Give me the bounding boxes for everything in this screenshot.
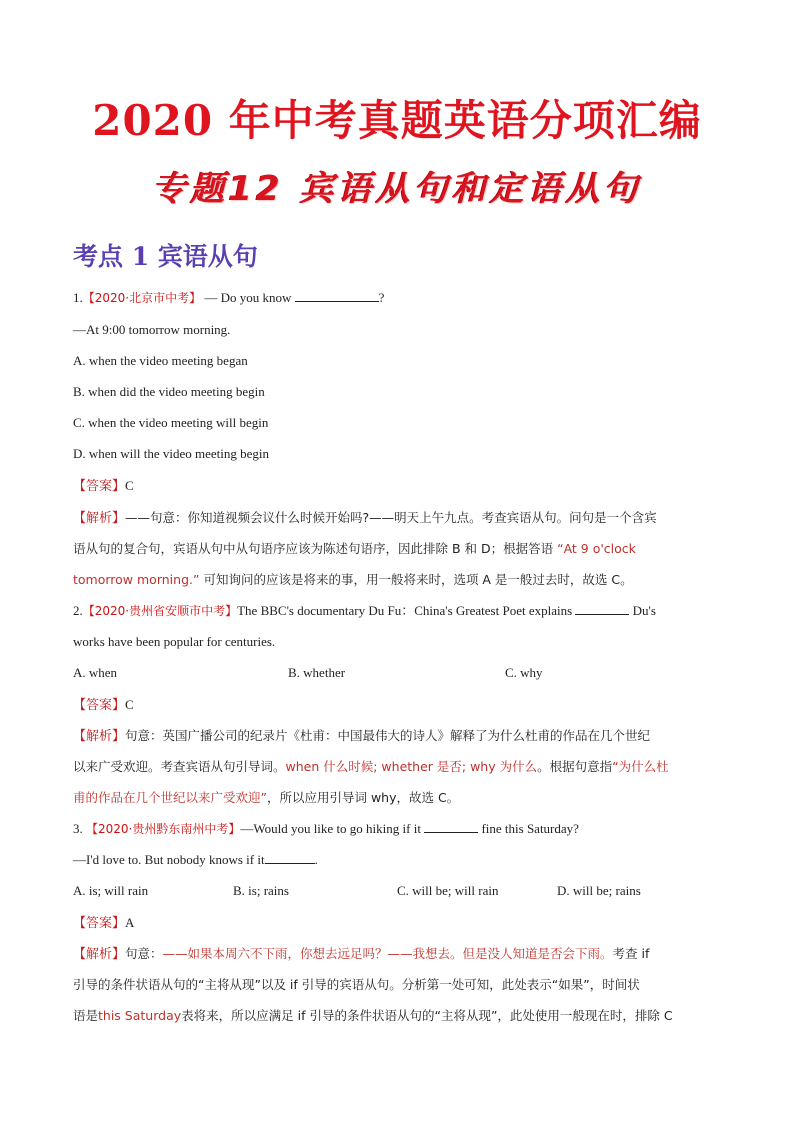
q3-analysis-line3 (73, 1007, 673, 1024)
q1-answer (73, 477, 134, 495)
q3-reply-text: —I'd love to. But nobody knows if it (73, 852, 265, 867)
analysis-quote: when 什么时候; whether 是否; why 为什么 (285, 759, 538, 774)
q3-stem-text: —Would you like to go hiking if it (240, 821, 421, 836)
q1-option-a: A. when the video meeting began (73, 353, 248, 368)
q3-reply (73, 851, 318, 868)
q3-option-b: B. is; rains (233, 883, 289, 898)
q2-analysis-line3 (73, 789, 459, 806)
q3-blank-2 (265, 851, 315, 864)
q3-reply-end: . (314, 852, 318, 867)
q1-stem (73, 289, 384, 307)
analysis-quote: ——如果本周六不下雨，你想去远足吗？——我想去。但是没人知道是否会下雨。 (162, 946, 613, 961)
analysis-quote: “为什么杜 (612, 759, 669, 774)
q3-analysis-line2: 引导的条件状语从句的“主将从现”以及 if 引导的宾语从句。分析第一处可知，此处表示“如果”，时间状 (73, 977, 640, 992)
q2-option-c: C. why (505, 665, 543, 680)
q2-answer (73, 696, 134, 714)
q1-number: 1. (73, 290, 83, 305)
q1-analysis-line3 (73, 571, 633, 588)
q3-analysis-line1 (73, 945, 649, 963)
q3-option-d: D. will be; rains (557, 883, 641, 898)
q2-stem-end: Du's (632, 603, 656, 618)
q3-stem (73, 820, 579, 838)
q1-option-b: B. when did the video meeting begin (73, 384, 265, 399)
q3-option-a: A. is; will rain (73, 883, 149, 898)
q2-option-b: B. whether (288, 665, 346, 680)
q1-source: 【2020·北京市中考】 (82, 291, 202, 305)
q2-number: 2. (73, 603, 83, 618)
analysis-label: 【解析】 (73, 947, 126, 962)
q1-option-c: C. when the video meeting will begin (73, 415, 269, 430)
q1-option-d: D. when will the video meeting begin (73, 446, 270, 461)
q2-stem (73, 602, 656, 620)
analysis-text: 可知询问的应该是将来的事，用一般将来时，选项 A 是一般过去时，故选 C。 (203, 572, 633, 587)
analysis-quote: 甫的作品在几个世纪以来广受欢迎” (73, 790, 267, 805)
analysis-text: 以来广受欢迎。考查宾语从句引导词。 (73, 759, 286, 774)
answer-label: 【答案】 (73, 698, 126, 713)
q2-stem-line2: works have been popular for centuries. (73, 634, 276, 649)
q3-answer (73, 914, 134, 932)
q2-option-a: A. when (73, 665, 118, 680)
q3-option-c: C. will be; will rain (397, 883, 499, 898)
analysis-text: 考查 if (612, 946, 650, 961)
q2-analysis-line2 (73, 758, 669, 775)
section-heading: 考点 1 宾语从句 (73, 242, 258, 271)
q1-analysis-line2 (73, 540, 636, 557)
answer-label: 【答案】 (73, 916, 126, 931)
analysis-text: 语从句的复合句，宾语从句中从句语序应该为陈述句语序，因此排除 B 和 D；根据答语 (73, 541, 554, 556)
q3-source: 【2020·贵州黔东南州中考】 (86, 822, 241, 836)
answer-value: C (125, 697, 134, 712)
analysis-text: 表将来，所以应满足 if 引导的条件状语从句的“主将从现”，此处使用一般现在时，排除 C (181, 1008, 673, 1023)
analysis-text: ——句意：你知道视频会议什么时候开始吗?——明天上午九点。考查宾语从句。问句是一个含宾 (125, 510, 657, 525)
analysis-text: 。根据句意指 (537, 759, 613, 774)
analysis-label: 【解析】 (73, 729, 126, 744)
q2-blank (575, 602, 629, 615)
answer-value: A (125, 915, 135, 930)
q3-blank-1 (424, 820, 478, 833)
q1-stem-text: — Do you know (204, 290, 292, 305)
analysis-text: 句意：英国广播公司的纪录片《杜甫：中国最伟大的诗人》解释了为什么杜甫的作品在几个世纪 (125, 728, 651, 743)
analysis-text: 语是 (73, 1008, 99, 1023)
analysis-text: ，所以应用引导词 why，故选 C。 (266, 790, 460, 805)
q2-analysis-line1 (73, 727, 650, 745)
q3-number: 3. (73, 821, 83, 836)
analysis-quote: this Saturday (98, 1008, 182, 1023)
document-title: 2020 年中考真题英语分项汇编 (92, 96, 702, 145)
q1-blank (295, 289, 379, 302)
q2-stem-text: The BBC's documentary Du Fu：China's Greatest Poet explains (237, 603, 573, 618)
answer-value: C (125, 478, 134, 493)
q3-stem-end: fine this Saturday? (481, 821, 579, 836)
analysis-text: 句意： (125, 946, 163, 961)
analysis-label: 【解析】 (73, 511, 126, 526)
analysis-quote: tomorrow morning.” (73, 572, 200, 587)
answer-label: 【答案】 (73, 479, 126, 494)
q1-analysis-line1 (73, 509, 657, 527)
q2-source: 【2020·贵州省安顺市中考】 (82, 604, 238, 618)
q1-stem-end: ? (378, 290, 385, 305)
analysis-quote: “At 9 o'clock (557, 541, 636, 556)
document-subtitle: 专题12 宾语从句和定语从句 (152, 169, 642, 209)
q1-reply: —At 9:00 tomorrow morning. (73, 322, 231, 337)
